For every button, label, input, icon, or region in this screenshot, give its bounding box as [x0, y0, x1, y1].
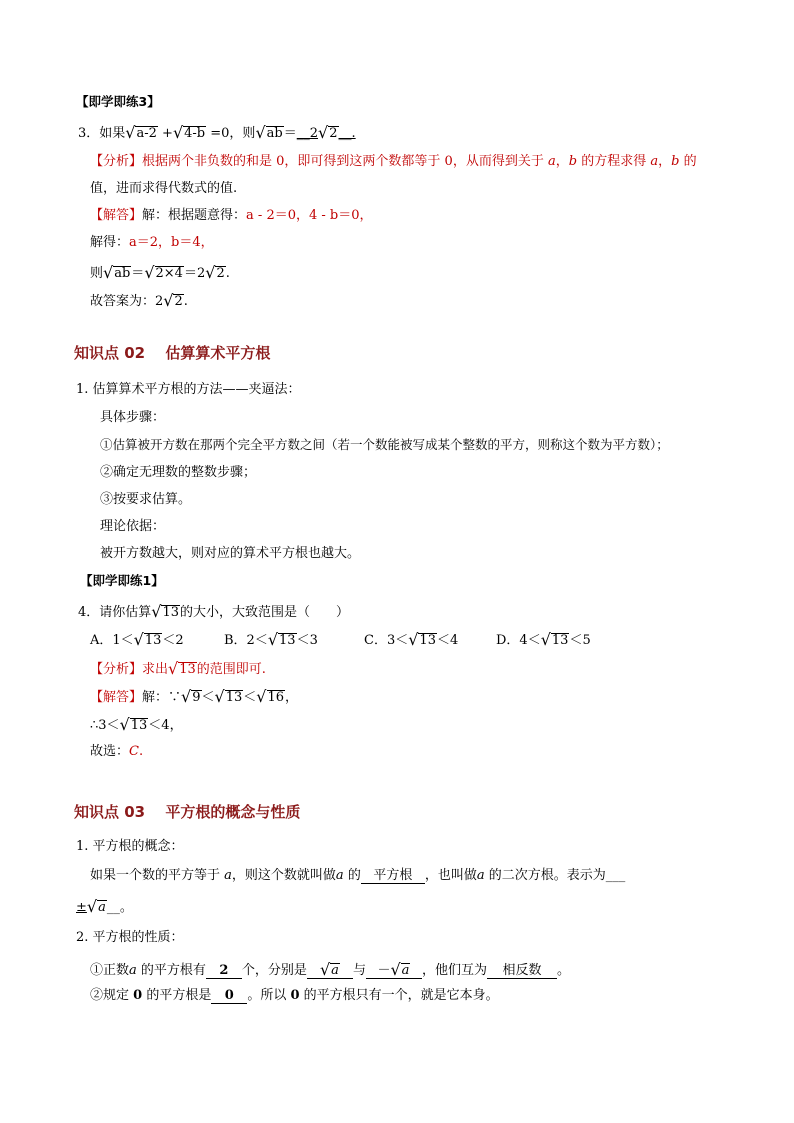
radical-ab: √ab: [255, 123, 283, 142]
question-4: 4．请你估算√13的大小，大致范围是（ ）: [78, 602, 350, 621]
option-c[interactable]: C．3＜√13＜4: [364, 630, 459, 649]
kp03-point2: 2. 平方根的性质：: [76, 930, 184, 945]
answer-4: 【解答】解：∵√9＜√13＜√16，: [90, 687, 299, 706]
section-heading-kp03: 知识点 03 平方根的概念与性质: [74, 803, 301, 821]
kp02-step2: ②确定无理数的整数步骤；: [100, 465, 257, 480]
kp02-theory: 被开方数越大，则对应的算术平方根也越大。: [100, 546, 361, 561]
kp03-property1: ①正数a 的平方根有 2 个，分别是 √a 与 －√a ，他们互为 相反数 。: [90, 960, 570, 979]
radical-a-minus-2: √a-2: [125, 123, 157, 142]
kp02-point1: 1. 估算算术平方根的方法——夹逼法：: [76, 382, 301, 397]
final-answer-3: 故答案为：2√2.: [90, 291, 188, 310]
analysis-4: 【分析】求出√13的范围即可.: [90, 659, 266, 678]
choice-4: 故选：C.: [90, 744, 144, 759]
kp03-definition-notation: ±√a__。: [76, 897, 133, 916]
kp03-definition: 如果一个数的平方等于 a，则这个数就叫做a 的 平方根 ，也叫做a 的二次方根。表示为___: [90, 868, 626, 883]
kp02-steps-title: 具体步骤：: [100, 410, 166, 425]
kp03-point1: 1. 平方根的概念：: [76, 839, 184, 854]
option-b[interactable]: B．2＜√13＜3: [224, 630, 318, 649]
kp02-step3: ③按要求估算。: [100, 492, 192, 507]
blank-square-root: 平方根: [361, 869, 425, 884]
option-a[interactable]: A．1＜√13＜2: [90, 630, 184, 649]
option-d[interactable]: D．4＜√13＜5: [496, 630, 591, 649]
analysis-3-line2: 值，进而求得代数式的值.: [90, 181, 238, 196]
question-3: 3．如果√a-2 +√4-b =0，则√ab＝__2√2__.: [78, 123, 356, 142]
exercise-tag-1: 【即学即练1】: [80, 573, 164, 588]
kp02-step1: ①估算被开方数在那两个完全平方数之间（若一个数能被写成某个整数的平方，则称这个数为平方数）；: [100, 437, 669, 452]
then-3: 则√ab＝√2×4＝2√2.: [90, 263, 230, 282]
exercise-tag-3: 【即学即练3】: [76, 94, 160, 109]
answer-3: 【解答】解：根据题意得：a - 2＝0，4 - b＝0，: [90, 208, 373, 223]
radical-4-minus-b: √4-b: [172, 123, 206, 142]
kp03-property2: ②规定 0 的平方根是 0 。所以 0 的平方根只有一个，就是它本身。: [90, 988, 499, 1003]
kp02-theory-title: 理论依据：: [100, 519, 166, 534]
therefore-4: ∴3＜√13＜4，: [90, 715, 183, 734]
analysis-3: 【分析】根据两个非负数的和是 0，即可得到这两个数都等于 0，从而得到关于 a，b 的方程求得 a，b 的: [90, 154, 697, 169]
answer-blank: __2√2__.: [296, 123, 356, 142]
solve-3: 解得：a＝2，b＝4，: [90, 235, 214, 250]
section-heading-kp02: 知识点 02 估算算术平方根: [74, 344, 271, 362]
